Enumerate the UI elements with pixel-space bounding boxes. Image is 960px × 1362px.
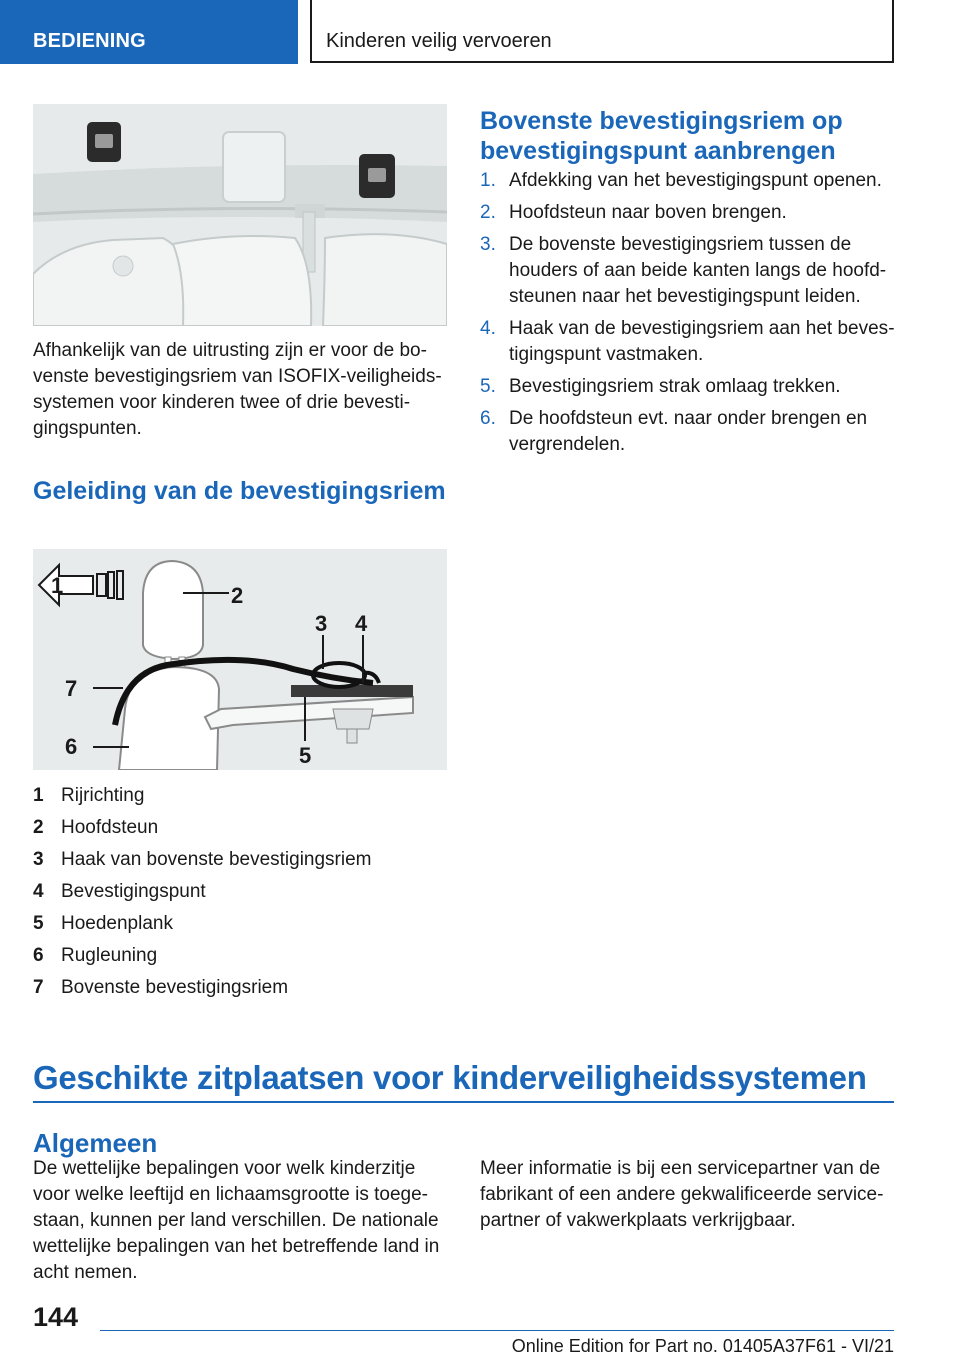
legend-label: Hoofdsteun — [61, 817, 159, 838]
section-title: Geschikte zitplaatsen voor kinderveiligheidssystemen — [33, 1059, 867, 1096]
legend-number: 4 — [33, 881, 44, 902]
legend-number: 7 — [33, 977, 44, 998]
tether-routing-illustration — [33, 549, 447, 770]
legend-item — [33, 940, 372, 972]
callout-4: 4 — [355, 611, 368, 636]
header-section-tab — [0, 0, 298, 64]
mounting-heading: Bovenste bevestigingsriem op bevestigingspunt aanbrengen — [480, 107, 843, 165]
intro-paragraph: Afhankelijk van de uitrusting zijn er voor de bovenste bevestigingsriem van ISOFIX-veiligheidssystemen voor kinderen twee of drie bevestigingspunten. — [33, 340, 442, 439]
step-item — [480, 232, 900, 310]
callout-2: 2 — [231, 583, 244, 608]
direction-arrow-icon — [39, 565, 93, 605]
step-text: De bovenste bevestigingsriem tussen de houders of aan beide kanten langs de hoofdsteunen naar het bevestigingspunt leiden. — [509, 234, 887, 307]
legend-label: Rugleuning — [61, 945, 158, 966]
routing-heading: Geleiding van de bevestigingsriem — [33, 477, 446, 505]
legend-label: Rijrichting — [61, 785, 145, 806]
callout-3: 3 — [315, 611, 328, 636]
step-item — [480, 374, 900, 400]
edition-info: Online Edition for Part no. 01405A37F61 - VI/21 — [511, 1336, 894, 1356]
legend-number: 3 — [33, 849, 44, 870]
anchor-points-photo — [33, 104, 447, 326]
legend-label: Hoedenplank — [61, 913, 173, 934]
legend-item — [33, 812, 372, 844]
legend-item — [33, 844, 372, 876]
step-text: Haak van de bevestigingsriem aan het bevestigingspunt vastmaken. — [509, 318, 895, 365]
legend-label: Bevestigingspunt — [61, 881, 206, 902]
tether-routing-diagram — [33, 549, 447, 770]
legend-number: 6 — [33, 945, 44, 966]
legend-label: Haak van bovenste bevestigingsriem — [61, 849, 372, 870]
legend-number: 2 — [33, 817, 44, 838]
step-number: 6. — [480, 408, 496, 429]
legend-item — [33, 780, 372, 812]
step-item — [480, 406, 900, 458]
general-paragraph-right: Meer informatie is bij een servicepartner van de fabrikant of een andere gekwalificeerde servicepartner of vakwerkplaats verkrijgbaar. — [480, 1158, 884, 1231]
step-number: 2. — [480, 202, 496, 223]
header-chapter-label: Kinderen veilig vervoeren — [326, 30, 552, 52]
step-number: 3. — [480, 234, 496, 255]
callout-6: 6 — [65, 734, 78, 759]
step-number: 5. — [480, 376, 496, 397]
callout-5: 5 — [299, 743, 312, 768]
section-divider — [33, 1101, 894, 1103]
page-number: 144 — [33, 1302, 79, 1332]
step-text: Bevestigingsriem strak omlaag trekken. — [509, 376, 841, 397]
step-item — [480, 316, 900, 368]
step-item — [480, 168, 900, 194]
step-text: Hoofdsteun naar boven brengen. — [509, 202, 787, 223]
step-text: De hoofdsteun evt. naar onder brengen en vergrendelen. — [509, 408, 868, 455]
footer-divider — [100, 1330, 894, 1331]
step-text: Afdekking van het bevestigingspunt openen. — [509, 170, 882, 191]
anchor-points-illustration — [33, 104, 447, 326]
legend-number: 1 — [33, 785, 44, 806]
step-number: 4. — [480, 318, 496, 339]
step-item — [480, 200, 900, 226]
mounting-steps — [480, 168, 900, 464]
callout-1: 1 — [51, 573, 64, 598]
step-number: 1. — [480, 170, 496, 191]
legend-number: 5 — [33, 913, 44, 934]
callout-7: 7 — [65, 676, 78, 701]
header-section-label: BEDIENING — [33, 30, 146, 52]
diagram-legend — [33, 780, 372, 1004]
general-subheading: Algemeen — [33, 1128, 158, 1158]
header-chapter-tab — [310, 0, 894, 63]
general-paragraph-left: De wettelijke bepalingen voor welk kinderzitje voor welke leeftijd en lichaamsgrootte is toegestaan, kunnen per land verschillen. De nationale wettelijke bepalingen van het betreffende land in acht nemen. — [33, 1158, 440, 1283]
legend-item — [33, 908, 372, 940]
legend-item — [33, 972, 372, 1004]
legend-item — [33, 876, 372, 908]
legend-label: Bovenste bevestigingsriem — [61, 977, 289, 998]
